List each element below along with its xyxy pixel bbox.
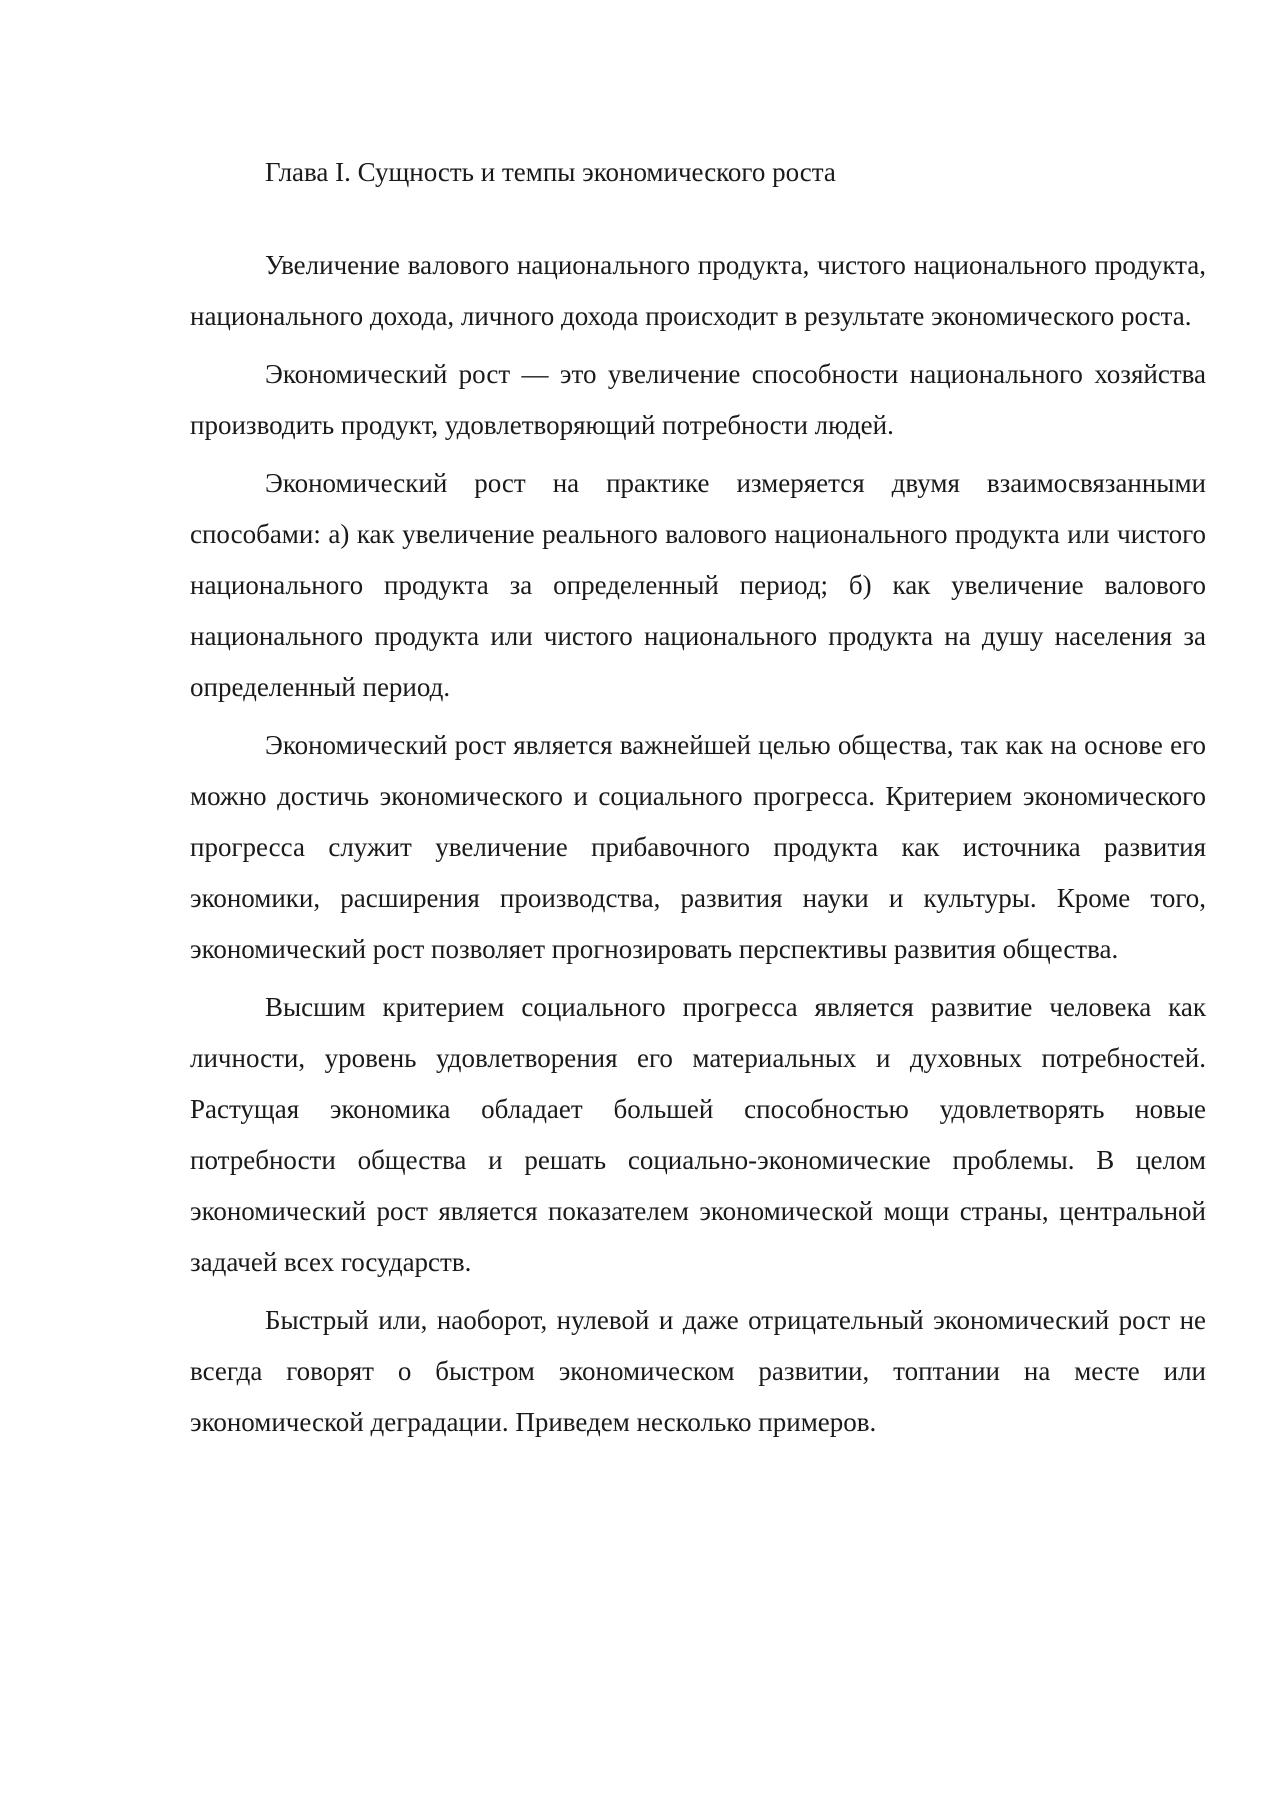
paragraph-growth-measurement: Экономический рост на практике измеряется двумя взаимосвязанными способами: а) как увеличение реального валового национального продукта или чистого национального продукта за определенный период; б) как увеличение валового национального продукта или чистого национального продукта на душу населения за определенный период. bbox=[190, 468, 1206, 702]
document-body bbox=[190, 240, 1206, 1455]
paragraph-growth-goal: Экономический рост является важнейшей целью общества, так как на основе его можно достичь экономического и социального прогресса. Критерием экономического прогресса служит увеличение прибавочного продукта как источника развития экономики, расширения производства, развития науки и культуры. Кроме того, экономический рост позволяет прогнозировать перспективы развития общества. bbox=[190, 730, 1206, 964]
paragraph-output-growth: Увеличение валового национального продукта, чистого национального продукта, национального дохода, личного дохода происходит в результате экономического роста. bbox=[190, 250, 1206, 331]
chapter-title: Глава I. Сущность и темпы экономического роста bbox=[265, 157, 836, 187]
paragraph-social-progress: Высшим критерием социального прогресса является развитие человека как личности, уровень удовлетворения его материальных и духовных потребностей. Растущая экономика обладает большей способностью удовлетворять новые потребности общества и решать социально-экономические проблемы. В целом экономический рост является показателем экономической мощи страны, центральной задачей всех государств. bbox=[190, 992, 1206, 1277]
paragraph-growth-definition: Экономический рост — это увеличение способности национального хозяйства производить продукт, удовлетворяющий потребности людей. bbox=[190, 359, 1206, 440]
paragraph-growth-examples: Быстрый или, наоборот, нулевой и даже отрицательный экономический рост не всегда говорят о быстром экономическом развитии, топтании на месте или экономической деградации. Приведем несколько примеров. bbox=[190, 1305, 1206, 1437]
